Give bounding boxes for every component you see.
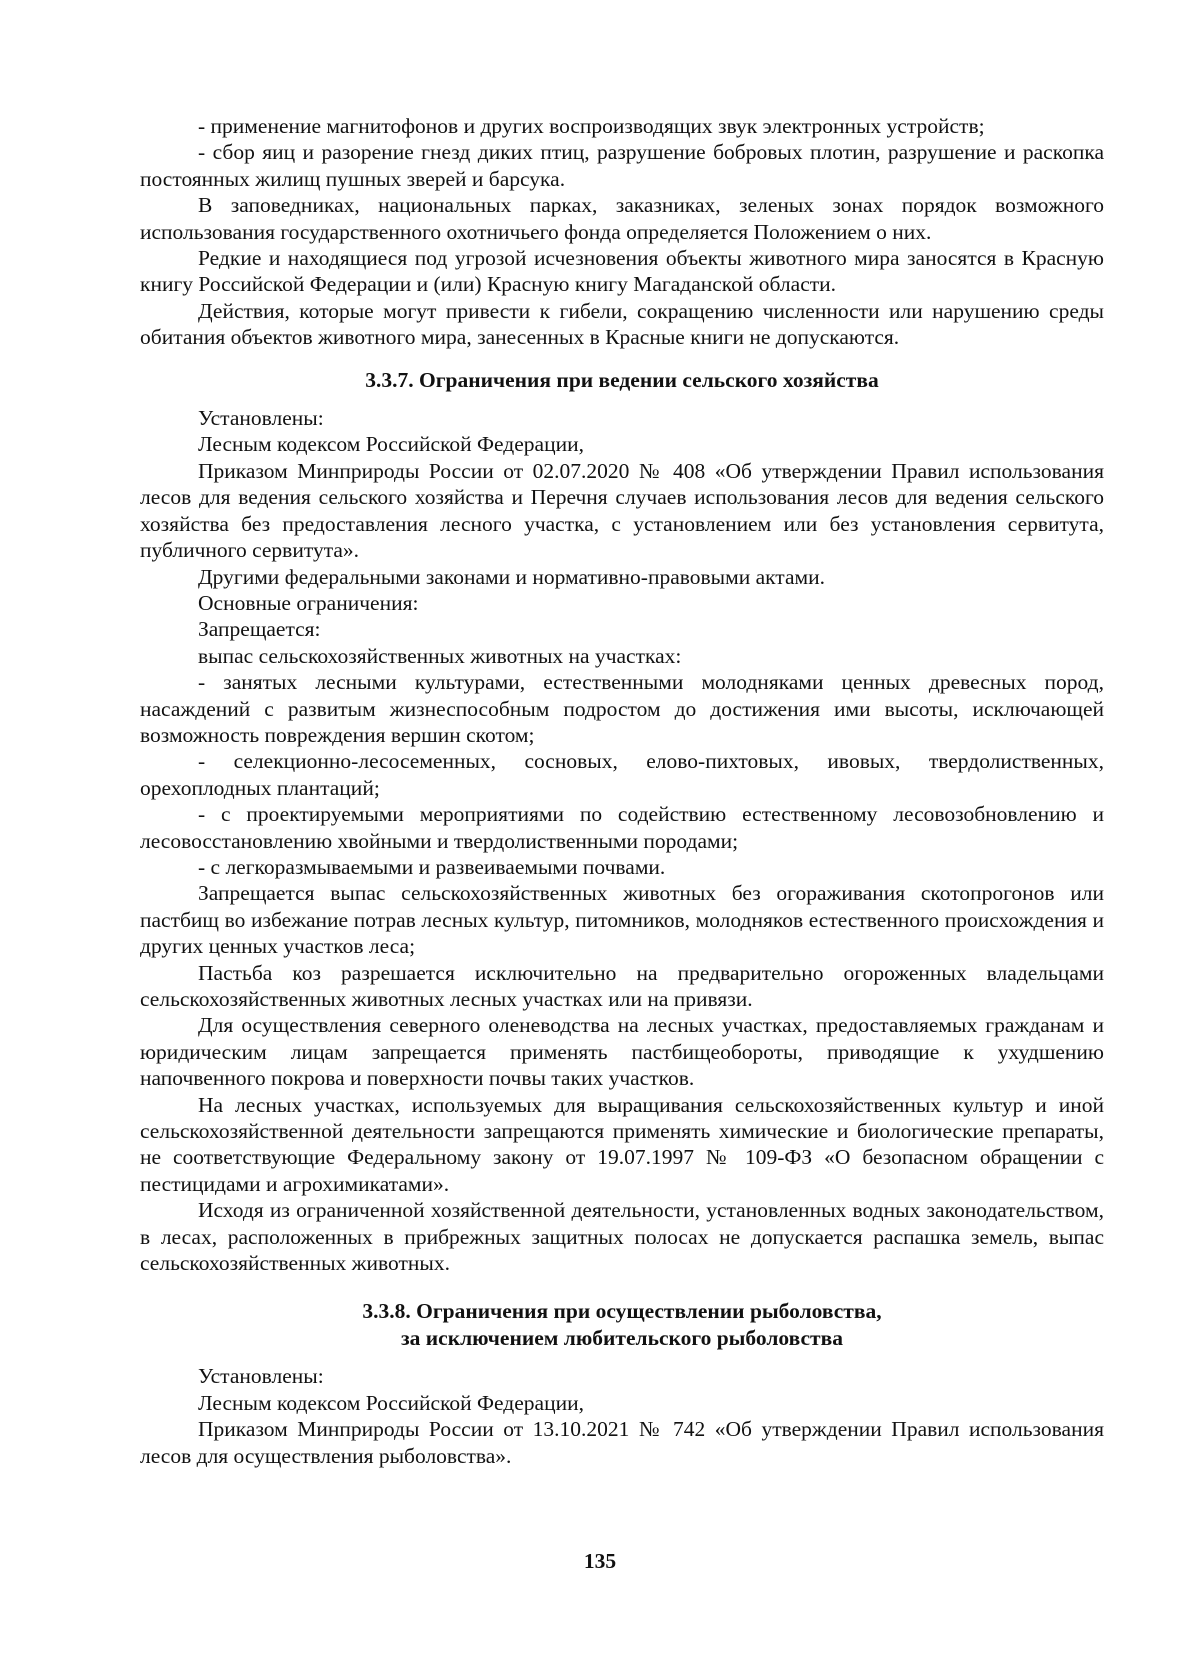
paragraph: Приказом Минприроды России от 13.10.2021 № 742 «Об утверждении Правил использования лесов для осуществления рыболовства».	[140, 1417, 1104, 1468]
paragraph: Лесным кодексом Российской Федерации,	[198, 1390, 584, 1415]
paragraph: На лесных участках, используемых для выращивания сельскохозяйственных культур и иной сельскохозяйственной деятельности запрещаются применять химические и биологические препараты, не соответствующие Федеральному закону от 19.07.1997 № 109-ФЗ «О безопасном обращении с пестицидами и агрохимикатами».	[140, 1092, 1104, 1196]
paragraph: Редкие и находящиеся под угрозой исчезновения объекты животного мира заносятся в Красную книгу Российской Федерации и (или) Красную книгу Магаданской области.	[140, 246, 1104, 297]
paragraph: - сбор яиц и разорение гнезд диких птиц, разрушение бобровых плотин, разрушение и раскопка постоянных жилищ пушных зверей и барсука.	[140, 140, 1104, 191]
section-heading-line: за исключением любительского рыболовства	[401, 1325, 843, 1350]
page-body	[140, 113, 1104, 1469]
paragraph: В заповедниках, национальных парках, заказниках, зеленых зонах порядок возможного использования государственного охотничьего фонда определяется Положением о них.	[140, 193, 1104, 244]
paragraph: Основные ограничения:	[198, 590, 419, 615]
paragraph: Запрещается:	[198, 617, 321, 642]
paragraph: - применение магнитофонов и других воспроизводящих звук электронных устройств;	[198, 114, 985, 138]
list-item: - с проектируемыми мероприятиями по содействию естественному лесовозобновлению и лесовосстановлению хвойными и твердолиственными породами;	[140, 802, 1104, 853]
paragraph: Пастьба коз разрешается исключительно на предварительно огороженных владельцами сельскохозяйственных животных лесных участках или на привязи.	[140, 960, 1104, 1011]
paragraph: Лесным кодексом Российской Федерации,	[198, 432, 584, 457]
section-heading-line: 3.3.8. Ограничения при осуществлении рыболовства,	[362, 1299, 882, 1324]
paragraph: выпас сельскохозяйственных животных на участках:	[198, 643, 682, 668]
paragraph: Запрещается выпас сельскохозяйственных животных без огораживания скотопрогонов или пастбищ во избежание потрав лесных культур, питомников, молодняков естественного происхождения и других ценных участков леса;	[140, 881, 1104, 959]
section-heading-3-3-7: 3.3.7. Ограничения при ведении сельского хозяйства	[365, 367, 879, 392]
paragraph: Установлены:	[198, 406, 324, 431]
paragraph: Приказом Минприроды России от 02.07.2020 № 408 «Об утверждении Правил использования лесов для ведения сельского хозяйства и Перечня случаев использования лесов для ведения сельского хозяйства без предоставления лесного участка, с установлением или без установления сервитута, публичного сервитута».	[140, 458, 1104, 563]
paragraph: Для осуществления северного оленеводства на лесных участках, предоставляемых гражданам и юридическим лицам запрещается применять пастбищеобороты, приводящие к ухудшению напочвенного покрова и поверхности почвы таких участков.	[140, 1013, 1104, 1091]
paragraph: Другими федеральными законами и нормативно-правовыми актами.	[198, 564, 825, 589]
list-item: - селекционно-лесосеменных, сосновых, елово-пихтовых, ивовых, твердолиственных, орехоплодных плантаций;	[140, 749, 1104, 800]
paragraph: Установлены:	[198, 1364, 324, 1389]
section-heading-3-3-8	[140, 1298, 1104, 1351]
list-item: - с легкоразмываемыми и развеиваемыми почвами.	[198, 854, 666, 879]
list-item: - занятых лесными культурами, естественными молодняками ценных древесных пород, насаждений с развитым жизнеспособным подростом до достижения ими высоты, исключающей возможность повреждения вершин скотом;	[140, 670, 1104, 747]
page-number: 135	[583, 1549, 617, 1573]
paragraph: Действия, которые могут привести к гибели, сокращению численности или нарушению среды обитания объектов животного мира, занесенных в Красные книги не допускаются.	[140, 298, 1104, 350]
paragraph: Исходя из ограниченной хозяйственной деятельности, установленных водных законодательством, в лесах, расположенных в прибрежных защитных полосах не допускается распашка земель, выпас сельскохозяйственных животных.	[140, 1198, 1104, 1276]
